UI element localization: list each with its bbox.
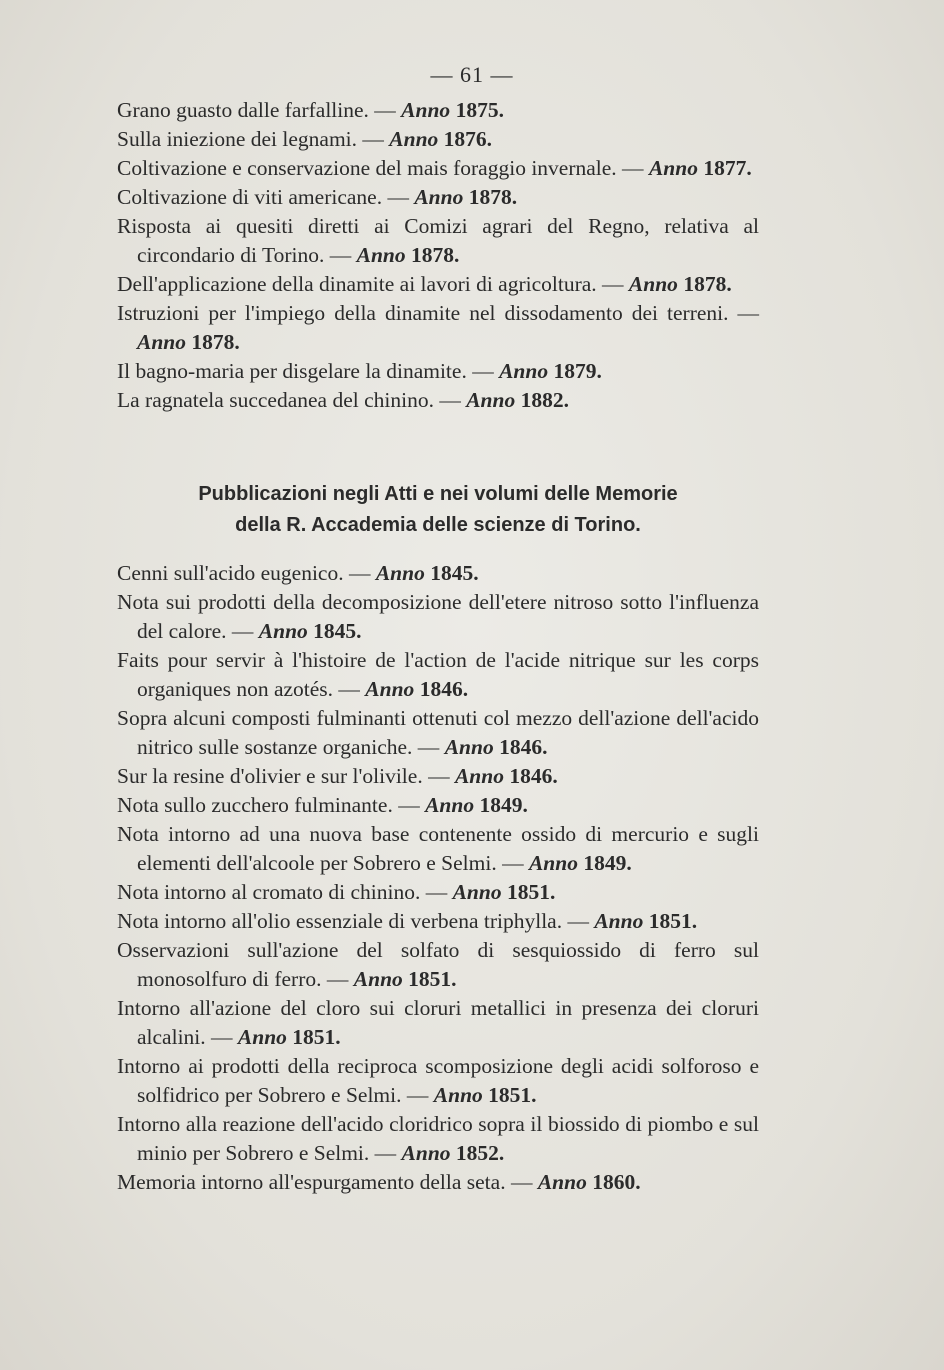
- publication-title: Nota sullo zucchero fulminante. —: [117, 793, 426, 817]
- publication-entry: [117, 357, 759, 386]
- year-label: Anno: [375, 561, 425, 585]
- publication-title: Osservazioni sull'azione del solfato di sesquiossido di ferro sul monosolfuro di ferro. —: [117, 938, 759, 991]
- year-label: Anno: [137, 330, 187, 354]
- publication-year: 1845.: [313, 619, 362, 643]
- year-label: Anno: [454, 764, 504, 788]
- publication-year: 1852.: [455, 1141, 505, 1165]
- publication-title: Faits pour servir à l'histoire de l'action de l'acide nitrique sur les corps organiques non azotés. —: [117, 648, 759, 701]
- year-label: Anno: [466, 388, 516, 412]
- publication-title: Sopra alcuni composti fulminanti ottenuti col mezzo dell'azione dell'acido nitrico sulle sostanze organiche. —: [117, 706, 759, 759]
- year-label: Anno: [452, 880, 502, 904]
- publication-title: Intorno ai prodotti della reciproca scomposizione degli acidi solforoso e solfidrico per Sobrero e Selmi. —: [117, 1054, 759, 1107]
- publication-title: Memoria intorno all'espurgamento della seta. —: [117, 1170, 538, 1194]
- year-label: Anno: [537, 1170, 587, 1194]
- publication-entry: [117, 212, 759, 270]
- publication-title: Nota sui prodotti della decomposizione dell'etere nitroso sotto l'influenza del calore. —: [117, 590, 759, 643]
- publication-entry: [117, 791, 759, 820]
- publication-year: 1878.: [468, 185, 518, 209]
- publication-list-academy: [117, 559, 759, 1197]
- year-label: Anno: [401, 1141, 451, 1165]
- publication-year: 1875.: [455, 98, 504, 122]
- publication-entry: [117, 704, 759, 762]
- publication-title: Grano guasto dalle farfalline. —: [117, 98, 402, 122]
- year-label: Anno: [628, 272, 678, 296]
- publication-year: 1878.: [411, 243, 460, 267]
- publication-title: Nota intorno al cromato di chinino. —: [117, 880, 453, 904]
- year-label: Anno: [444, 735, 494, 759]
- publication-title: Intorno alla reazione dell'acido cloridrico sopra il biossido di piombo e sul minio per Sobrero e Selmi. —: [117, 1112, 759, 1165]
- publication-title: Il bagno-maria per disgelare la dinamite. —: [117, 359, 500, 383]
- publication-entry: [117, 762, 759, 791]
- publication-title: Nota intorno ad una nuova base contenente ossido di mercurio e sugli elementi dell'alcoole per Sobrero e Selmi. —: [117, 822, 759, 875]
- publication-year: 1849.: [479, 793, 528, 817]
- publication-entry: [117, 936, 759, 994]
- publication-entry: [117, 588, 759, 646]
- publication-entry: [117, 96, 759, 125]
- publication-year: 1851.: [488, 1083, 537, 1107]
- year-label: Anno: [499, 359, 549, 383]
- year-label: Anno: [353, 967, 403, 991]
- section-heading-line-2: della R. Accademia delle scienze di Torino.: [235, 514, 641, 536]
- publication-entry: [117, 270, 759, 299]
- publication-entry: [117, 154, 759, 183]
- publication-entry: [117, 907, 759, 936]
- year-label: Anno: [433, 1083, 483, 1107]
- year-label: Anno: [648, 156, 698, 180]
- publication-entry: [117, 994, 759, 1052]
- publication-entry: [117, 125, 759, 154]
- publication-year: 1876.: [443, 127, 493, 151]
- publication-entry: [117, 1110, 759, 1168]
- year-label: Anno: [389, 127, 439, 151]
- publication-title: Istruzioni per l'impiego della dinamite nel dissodamento dei terreni. —: [117, 301, 759, 325]
- year-label: Anno: [401, 98, 451, 122]
- publication-year: 1878.: [191, 330, 240, 354]
- year-label: Anno: [528, 851, 578, 875]
- year-label: Anno: [365, 677, 415, 701]
- publication-entry: [117, 386, 759, 415]
- publication-title: Coltivazione di viti americane. —: [117, 185, 415, 209]
- publication-title: Sulla iniezione dei legnami. —: [117, 127, 390, 151]
- publication-year: 1877.: [703, 156, 752, 180]
- publication-title: Dell'applicazione della dinamite ai lavori di agricoltura. —: [117, 272, 629, 296]
- publication-year: 1879.: [553, 359, 602, 383]
- year-label: Anno: [356, 243, 406, 267]
- publication-entry: [117, 1168, 759, 1197]
- publication-title: Intorno all'azione del cloro sui cloruri metallici in presenza dei cloruri alcalini. —: [117, 996, 759, 1049]
- publication-year: 1845.: [430, 561, 479, 585]
- publication-entry: [117, 183, 759, 212]
- publication-year: 1882.: [520, 388, 569, 412]
- publication-year: 1851.: [292, 1025, 341, 1049]
- publication-entry: [117, 878, 759, 907]
- publication-title: Sur la resine d'olivier e sur l'olivile. —: [117, 764, 455, 788]
- publication-year: 1860.: [592, 1170, 641, 1194]
- publication-year: 1846.: [509, 764, 558, 788]
- publication-entry: [117, 820, 759, 878]
- publication-entry: [117, 1052, 759, 1110]
- publication-title: Risposta ai quesiti diretti ai Comizi agrari del Regno, relativa al circondario di Torino. —: [117, 214, 759, 267]
- publication-entry: [117, 299, 759, 357]
- year-label: Anno: [594, 909, 644, 933]
- publication-entry: [117, 559, 759, 588]
- publication-year: 1851.: [408, 967, 457, 991]
- publication-year: 1851.: [648, 909, 698, 933]
- year-label: Anno: [258, 619, 308, 643]
- year-label: Anno: [414, 185, 464, 209]
- section-heading-line-1: Pubblicazioni negli Atti e nei volumi delle Memorie: [198, 483, 678, 505]
- year-label: Anno: [237, 1025, 287, 1049]
- publication-title: Cenni sull'acido eugenico. —: [117, 561, 376, 585]
- publication-title: La ragnatela succedanea del chinino. —: [117, 388, 467, 412]
- year-label: Anno: [425, 793, 475, 817]
- publication-year: 1878.: [683, 272, 732, 296]
- publication-year: 1846.: [419, 677, 469, 701]
- publication-list-agricultural: [117, 96, 759, 415]
- publication-title: Nota intorno all'olio essenziale di verbena triphylla. —: [117, 909, 595, 933]
- publication-entry: [117, 646, 759, 704]
- publication-year: 1851.: [506, 880, 556, 904]
- publication-year: 1846.: [499, 735, 548, 759]
- section-heading: [117, 479, 759, 541]
- publication-title: Coltivazione e conservazione del mais foraggio invernale. —: [117, 156, 649, 180]
- publication-year: 1849.: [583, 851, 632, 875]
- page-number: — 61 —: [430, 62, 514, 87]
